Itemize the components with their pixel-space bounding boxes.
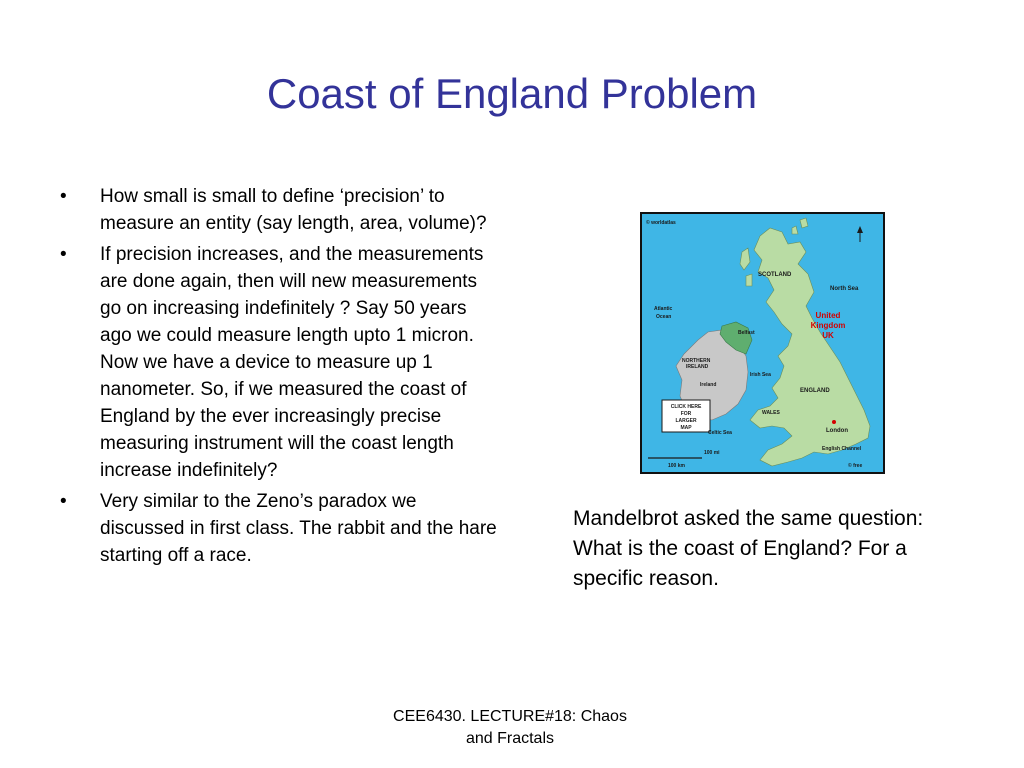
bullet-marker: •	[60, 186, 67, 207]
caption-text: Mandelbrot asked the same question: What is the coast of England? For a specific reason.	[573, 507, 924, 590]
larger-map-link-label[interactable]: LARGER	[675, 418, 697, 424]
northern-ireland-label: NORTHERN	[682, 358, 711, 364]
bullet-text: Very similar to the Zeno’s paradox we discussed in first class. The rabbit and the hare starting off a race.	[100, 491, 497, 566]
celtic-sea-label: Celtic Sea	[708, 430, 732, 436]
northern-ireland-label: IRELAND	[686, 364, 709, 370]
bullet-item	[60, 183, 500, 237]
bullet-text: If precision increases, and the measurements are done again, then will new measurements go on increasing indefinitely ? Say 50 years ago we could measure length upto 1 micron. Now we have a device to measure up 1 nanometer. So, if we measured the coast of England by the ever increasingly precise measuring instrument will the coast length increase indefinitely?	[100, 244, 484, 481]
uk-label: UK	[822, 331, 834, 340]
map-credit: © free	[848, 463, 863, 469]
bullet-item	[60, 488, 500, 569]
wales-label: WALES	[762, 410, 780, 416]
uk-label: United	[815, 311, 841, 320]
larger-map-link-label[interactable]: CLICK HERE	[670, 404, 702, 410]
bullet-marker: •	[60, 244, 67, 265]
london-marker	[832, 420, 836, 424]
irish-sea-label: Irish Sea	[750, 372, 771, 378]
larger-map-link-label[interactable]: MAP	[680, 425, 692, 431]
uk-map	[640, 212, 885, 474]
ireland-label: Ireland	[700, 382, 717, 388]
bullet-marker: •	[60, 491, 67, 512]
slide-title: Coast of England Problem	[266, 70, 758, 117]
atlantic-label: Ocean	[656, 314, 672, 320]
england-label: ENGLAND	[800, 388, 830, 394]
belfast-label: Belfast	[738, 330, 755, 336]
uk-map-graphic	[642, 214, 883, 472]
footer-line: and Fractals	[465, 730, 555, 747]
map-copyright: © worldatlas	[646, 220, 676, 226]
uk-label: Kingdom	[810, 321, 846, 330]
larger-map-link-label[interactable]: FOR	[680, 411, 692, 417]
bullet-list	[60, 183, 500, 573]
atlantic-label: Atlantic	[654, 306, 673, 312]
footer-line: CEE6430. LECTURE#18: Chaos	[393, 708, 627, 725]
scale-km: 100 km	[668, 463, 685, 469]
bullet-item	[60, 241, 500, 484]
slide-footer	[330, 706, 690, 750]
north-sea-label: North Sea	[830, 286, 859, 292]
scale-miles: 100 mi	[704, 450, 720, 456]
london-label: London	[826, 428, 848, 434]
english-channel-label: English Channel	[822, 446, 862, 452]
bullet-text: How small is small to define ‘precision’ to measure an entity (say length, area, volume)?	[100, 186, 487, 234]
scotland-label: SCOTLAND	[758, 272, 792, 278]
